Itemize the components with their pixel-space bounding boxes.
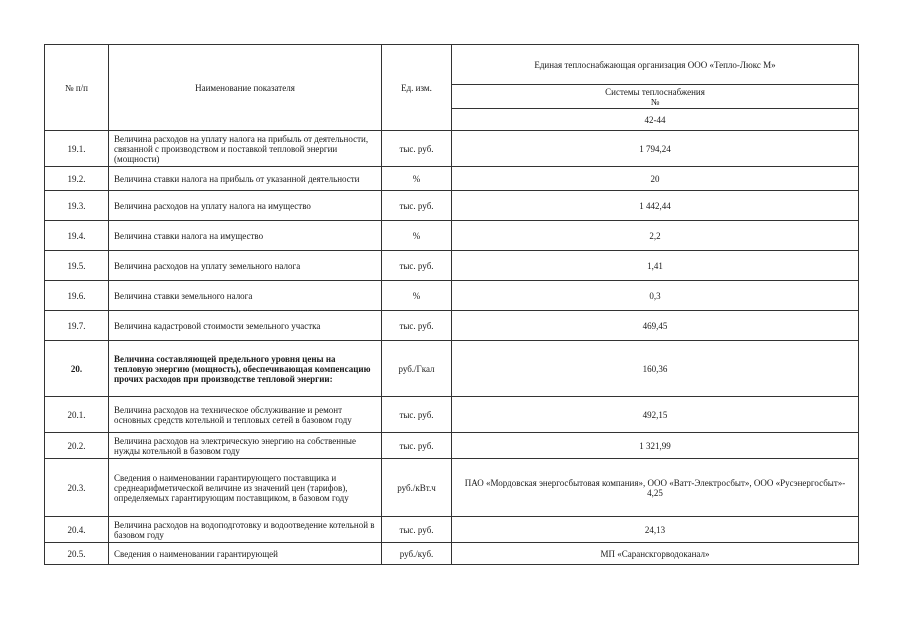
row-num: 19.6. [45, 281, 109, 311]
row-unit: руб./куб. [382, 543, 452, 565]
table-row [45, 131, 859, 167]
row-unit: тыс. руб. [382, 517, 452, 543]
header-org: Единая теплоснабжающая организация ООО «Тепло-Люкс М» [452, 45, 859, 85]
row-num: 19.4. [45, 221, 109, 251]
table-row [45, 281, 859, 311]
row-num: 20.1. [45, 397, 109, 433]
row-num: 19.1. [45, 131, 109, 167]
row-value: 492,15 [452, 397, 859, 433]
table-row [45, 433, 859, 459]
row-name: Величина расходов на электрическую энергию на собственные нужды котельной в базовом году [109, 433, 382, 459]
row-name: Величина расходов на уплату налога на прибыль от деятельности, связанной с производством и поставкой тепловой энергии (мощности) [109, 131, 382, 167]
row-unit: тыс. руб. [382, 191, 452, 221]
row-value: 1 442,44 [452, 191, 859, 221]
header-row-org [45, 45, 859, 85]
row-value: 1 794,24 [452, 131, 859, 167]
row-name: Сведения о наименовании гарантирующего поставщика и среднеарифметической величине из значений цен (тарифов), определяемых гарантирующим поставщиком, в базовом году [109, 459, 382, 517]
header-name: Наименование показателя [109, 45, 382, 131]
table-row [45, 251, 859, 281]
table-row [45, 341, 859, 397]
row-name: Величина составляющей предельного уровня цены на тепловую энергию (мощность), обеспечивающая компенсацию прочих расходов при производстве тепловой энергии: [109, 341, 382, 397]
row-name: Величина расходов на водоподготовку и водоотведение котельной в базовом году [109, 517, 382, 543]
row-num: 19.2. [45, 167, 109, 191]
row-unit: руб./кВт.ч [382, 459, 452, 517]
row-unit: % [382, 281, 452, 311]
row-unit: % [382, 167, 452, 191]
table-row [45, 167, 859, 191]
row-num: 20.4. [45, 517, 109, 543]
row-num: 20.5. [45, 543, 109, 565]
row-value: 160,36 [452, 341, 859, 397]
row-name: Величина расходов на техническое обслуживание и ремонт основных средств котельной и тепловых сетей в базовом году [109, 397, 382, 433]
row-value: МП «Саранскгорводоканал» [452, 543, 859, 565]
row-num: 20.2. [45, 433, 109, 459]
row-value: 2,2 [452, 221, 859, 251]
row-unit: % [382, 221, 452, 251]
table-row [45, 459, 859, 517]
row-value: 0,3 [452, 281, 859, 311]
table-row [45, 311, 859, 341]
row-value: 1 321,99 [452, 433, 859, 459]
row-value: 20 [452, 167, 859, 191]
row-unit: тыс. руб. [382, 433, 452, 459]
header-num: № п/п [45, 45, 109, 131]
table-row [45, 221, 859, 251]
table-row [45, 397, 859, 433]
row-unit: руб./Гкал [382, 341, 452, 397]
row-num: 19.7. [45, 311, 109, 341]
row-name: Величина ставки земельного налога [109, 281, 382, 311]
row-name: Величина расходов на уплату налога на имущество [109, 191, 382, 221]
row-name: Величина кадастровой стоимости земельного участка [109, 311, 382, 341]
row-unit: тыс. руб. [382, 131, 452, 167]
table-row [45, 543, 859, 565]
row-num: 20. [45, 341, 109, 397]
row-value: ПАО «Мордовская энергосбытовая компания», ООО «Ватт-Электросбыт», ООО «Русэнергосбыт»- 4,25 [452, 459, 859, 517]
row-unit: тыс. руб. [382, 397, 452, 433]
row-name: Величина расходов на уплату земельного налога [109, 251, 382, 281]
row-unit: тыс. руб. [382, 311, 452, 341]
row-num: 19.5. [45, 251, 109, 281]
table-row [45, 517, 859, 543]
row-num: 20.3. [45, 459, 109, 517]
indicators-table [44, 44, 859, 565]
systems-label: Системы теплоснабжения [605, 86, 705, 97]
table-body [45, 45, 859, 565]
systems-num: № [650, 96, 660, 107]
row-name: Сведения о наименовании гарантирующей [109, 543, 382, 565]
row-value: 1,41 [452, 251, 859, 281]
row-value: 469,45 [452, 311, 859, 341]
header-unit: Ед. изм. [382, 45, 452, 131]
row-name: Величина ставки налога на прибыль от указанной деятельности [109, 167, 382, 191]
table-row [45, 191, 859, 221]
row-unit: тыс. руб. [382, 251, 452, 281]
row-name: Величина ставки налога на имущество [109, 221, 382, 251]
row-value: 24,13 [452, 517, 859, 543]
system-id: 42-44 [452, 109, 859, 131]
row-num: 19.3. [45, 191, 109, 221]
header-systems [452, 85, 859, 109]
